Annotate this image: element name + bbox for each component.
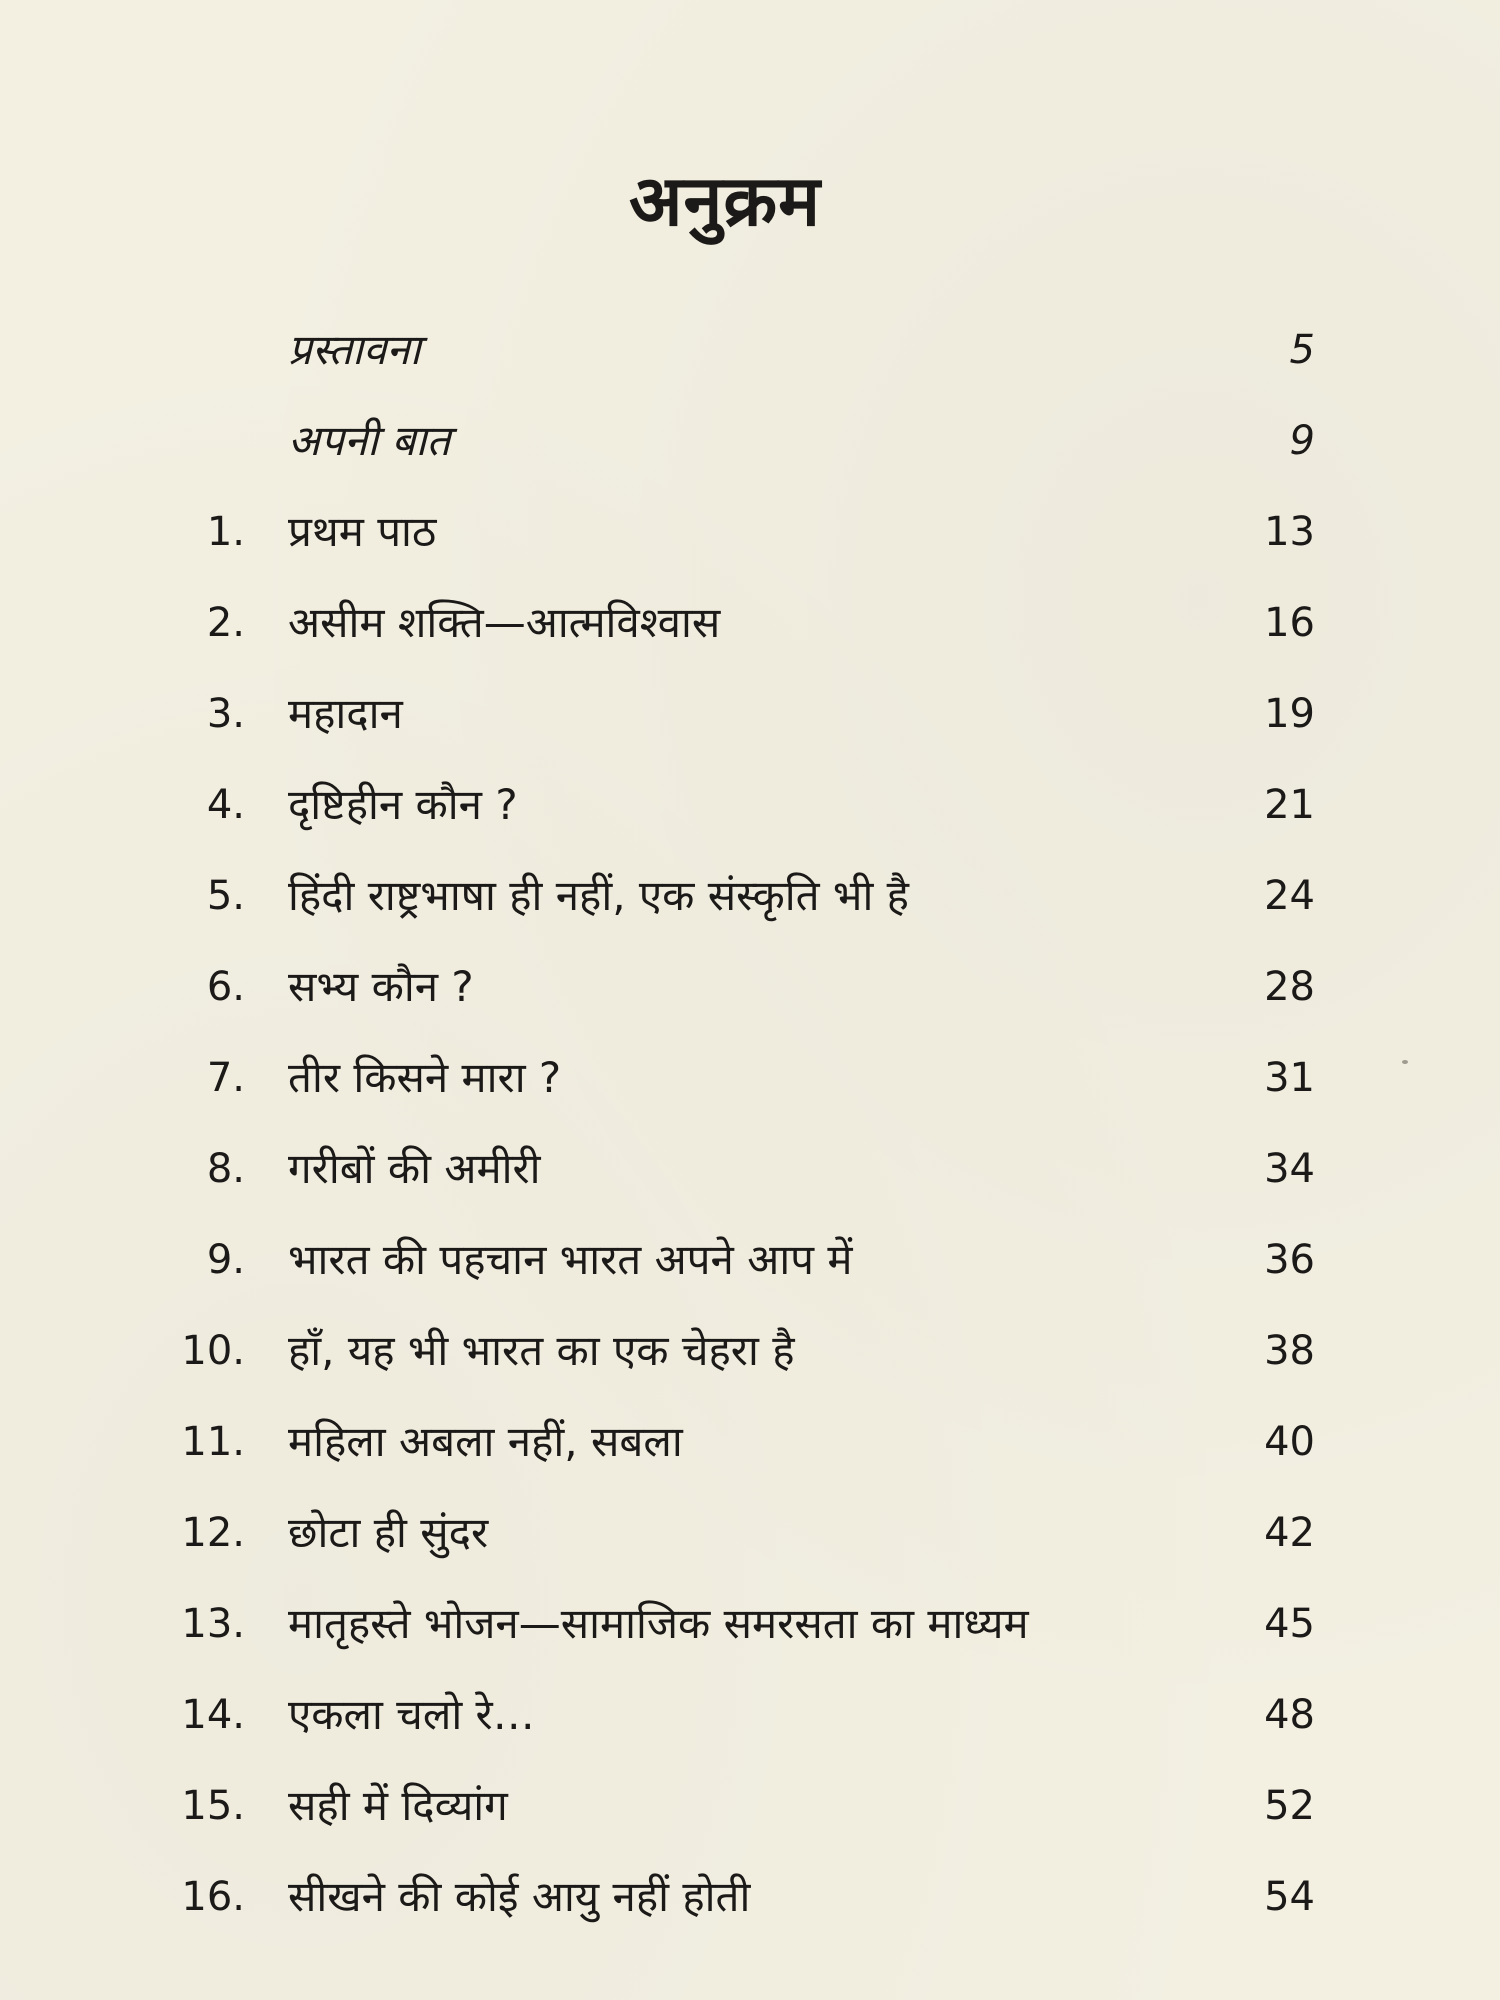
entry-title: छोटा ही सुंदर (288, 1508, 489, 1557)
entry-number: 2. (206, 600, 245, 646)
toc-entry (0, 1412, 1500, 1503)
entry-page-number: 16 (1264, 600, 1315, 646)
toc-entry (0, 1503, 1500, 1594)
entry-page-number: 54 (1264, 1874, 1315, 1920)
toc-entry (0, 1321, 1500, 1412)
entry-page-number: 21 (1264, 782, 1315, 828)
entry-number: 4. (206, 782, 245, 828)
toc-entry (0, 1867, 1500, 1958)
toc-entry (0, 1776, 1500, 1867)
toc-entry (0, 593, 1500, 684)
entry-title: तीर किसने मारा ? (288, 1053, 562, 1102)
page-title: अनुक्रम (629, 160, 821, 242)
entry-page-number: 28 (1264, 964, 1315, 1010)
entry-page-number: 19 (1264, 691, 1315, 737)
entry-page-number: 42 (1264, 1510, 1315, 1556)
entry-title: सही में दिव्यांग (288, 1781, 508, 1830)
entry-title: दृष्टिहीन कौन ? (288, 780, 518, 829)
entry-title: भारत की पहचान भारत अपने आप में (288, 1235, 853, 1284)
entry-title: सीखने की कोई आयु नहीं होती (288, 1872, 751, 1921)
toc-entry (0, 1594, 1500, 1685)
entry-title: अपनी बात (288, 416, 451, 465)
entry-title: असीम शक्ति—आत्मविश्वास (288, 598, 721, 647)
entry-number: 16. (181, 1874, 245, 1920)
entry-page-number: 45 (1264, 1601, 1315, 1647)
toc-entry (0, 1230, 1500, 1321)
toc-entry (0, 866, 1500, 957)
entry-number: 13. (181, 1601, 245, 1647)
entry-page-number: 40 (1264, 1419, 1315, 1465)
entry-number: 1. (206, 509, 245, 555)
entry-number: 12. (181, 1510, 245, 1556)
toc-entry (0, 1048, 1500, 1139)
entry-page-number: 34 (1264, 1146, 1315, 1192)
entry-title: मातृहस्ते भोजन—सामाजिक समरसता का माध्यम (288, 1599, 1029, 1648)
entry-number: 6. (206, 964, 245, 1010)
entry-number: 8. (206, 1146, 245, 1192)
toc-entry (0, 684, 1500, 775)
entry-number: 11. (181, 1419, 245, 1465)
table-of-contents (0, 320, 1500, 1958)
entry-title: प्रस्तावना (288, 325, 421, 374)
entry-title: गरीबों की अमीरी (288, 1144, 541, 1193)
entry-number: 15. (181, 1783, 245, 1829)
toc-entry (0, 502, 1500, 593)
entry-title: सभ्य कौन ? (288, 962, 474, 1011)
entry-title: प्रथम पाठ (288, 507, 437, 556)
entry-number: 7. (206, 1055, 245, 1101)
entry-number: 5. (206, 873, 245, 919)
entry-title: महादान (288, 689, 403, 738)
entry-page-number: 24 (1264, 873, 1315, 919)
entry-page-number: 36 (1264, 1237, 1315, 1283)
entry-page-number: 31 (1264, 1055, 1315, 1101)
entry-title: महिला अबला नहीं, सबला (288, 1417, 683, 1466)
toc-entry (0, 411, 1500, 502)
entry-title: हिंदी राष्ट्रभाषा ही नहीं, एक संस्कृति भी है (288, 871, 909, 920)
entry-page-number: 13 (1264, 509, 1315, 555)
entry-number: 14. (181, 1692, 245, 1738)
entry-page-number: 5 (1289, 327, 1315, 373)
entry-page-number: 48 (1264, 1692, 1315, 1738)
entry-number: 3. (206, 691, 245, 737)
entry-page-number: 52 (1264, 1783, 1315, 1829)
entry-number: 9. (206, 1237, 245, 1283)
toc-entry (0, 957, 1500, 1048)
toc-entry (0, 775, 1500, 866)
entry-number: 10. (181, 1328, 245, 1374)
toc-entry (0, 320, 1500, 411)
entry-page-number: 38 (1264, 1328, 1315, 1374)
entry-title: एकला चलो रे… (288, 1690, 535, 1739)
toc-entry (0, 1139, 1500, 1230)
toc-entry (0, 1685, 1500, 1776)
entry-title: हाँ, यह भी भारत का एक चेहरा है (288, 1326, 795, 1375)
paper-speck (1402, 1060, 1408, 1064)
entry-page-number: 9 (1289, 418, 1315, 464)
